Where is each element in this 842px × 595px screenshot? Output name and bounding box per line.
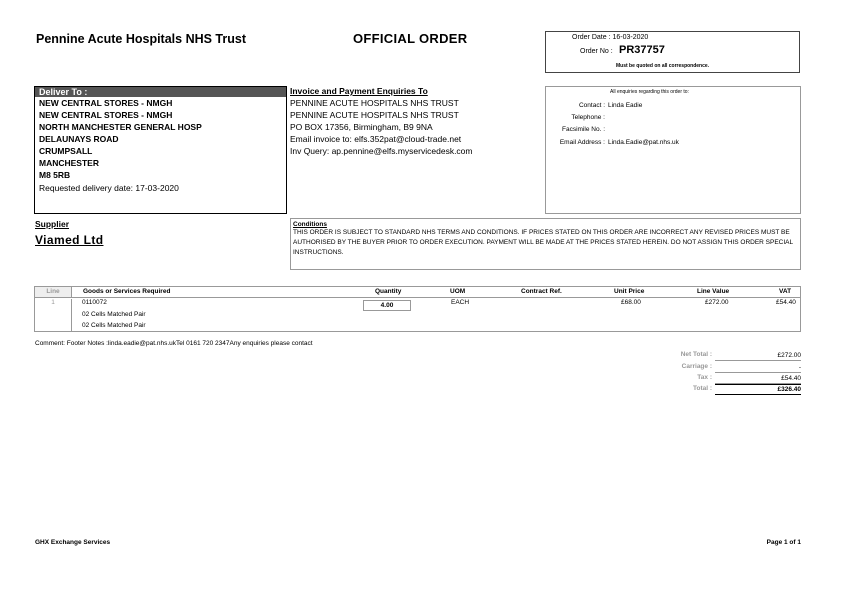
- col-header-contract: Contract Ref.: [521, 288, 562, 295]
- conditions-box: [290, 218, 801, 270]
- invoice-enquiries-block: [290, 86, 545, 214]
- col-header-line-value: Line Value: [697, 288, 730, 295]
- row-vat: £54.40: [776, 299, 796, 306]
- conditions-text: THIS ORDER IS SUBJECT TO STANDARD NHS TERMS AND CONDITIONS. IF PRICES STATED ON THIS ORDER ARE INCORRECT ANY REVISED PRICES MUST BE AUTHORISED BY THE BUYER PRIOR TO ORDER EXECUTION. PAYMENT WILL BE MADE AT THE PRICES STATED HEREIN. DO NOT ASSIGN THIS ORDER SPECIAL INSTRUCTIONS.: [293, 229, 793, 256]
- telephone-label: Telephone :: [571, 114, 605, 121]
- order-number-note: Must be quoted on all correspondence.: [616, 63, 710, 69]
- order-lines-table: [34, 286, 801, 332]
- deliver-address-line: MANCHESTER: [39, 158, 99, 168]
- deliver-address-line: CRUMPSALL: [39, 146, 93, 156]
- invoice-query-email[interactable]: Inv Query: ap.pennine@elfs.myservicedesk.com: [290, 146, 473, 156]
- deliver-address-line: NEW CENTRAL STORES - NMGH: [39, 110, 173, 120]
- order-date-row: [572, 34, 648, 41]
- supplier-label: Supplier: [35, 219, 70, 229]
- total-value: £326.40: [715, 384, 801, 395]
- invoice-email[interactable]: Email invoice to: elfs.352pat@cloud-trade.net: [290, 134, 462, 144]
- order-info-box: [545, 31, 800, 73]
- contact-value: Linda Eadie: [608, 102, 643, 109]
- order-number-label: Order No :: [580, 48, 613, 55]
- email-label: Email Address :: [559, 139, 605, 146]
- deliver-address-line: NEW CENTRAL STORES - NMGH: [39, 98, 173, 108]
- col-header-line: Line: [35, 287, 72, 298]
- invoice-heading: Invoice and Payment Enquiries To: [290, 86, 428, 96]
- contact-label: Contact :: [578, 102, 605, 109]
- row-item-code: 0110072: [82, 299, 107, 306]
- deliver-address-line: DELAUNAYS ROAD: [39, 134, 119, 144]
- total-label: Total :: [692, 385, 712, 392]
- page-number: Page 1 of 1: [766, 539, 801, 546]
- net-total-value: £272.00: [715, 351, 801, 361]
- row-unit-price: £68.00: [621, 299, 641, 306]
- col-header-uom: UOM: [450, 288, 466, 295]
- deliver-address-line: M8 5RB: [39, 170, 71, 180]
- deliver-address: [35, 97, 286, 181]
- invoice-line: PENNINE ACUTE HOSPITALS NHS TRUST: [290, 98, 459, 108]
- deliver-to-box: [34, 86, 287, 214]
- row-quantity: 4.00: [363, 300, 411, 311]
- row-item-description: 02 Cells Matched Pair: [82, 311, 146, 318]
- order-number-value: PR37757: [619, 44, 665, 56]
- supplier-name: Viamed Ltd: [35, 233, 104, 247]
- fax-label: Facsimile No. :: [562, 126, 605, 133]
- carriage-value: -: [715, 363, 801, 373]
- tax-label: Tax :: [697, 374, 712, 381]
- col-header-vat: VAT: [779, 288, 792, 295]
- row-line-number: 1: [35, 299, 72, 331]
- deliver-address-line: NORTH MANCHESTER GENERAL HOSP: [39, 122, 202, 132]
- col-header-goods: Goods or Services Required: [83, 288, 171, 295]
- row-uom: EACH: [451, 299, 470, 306]
- order-date-label: Order Date :: [572, 34, 611, 41]
- row-line-value: £272.00: [705, 299, 729, 306]
- footer-comment: Comment: Footer Notes :linda.eadie@pat.nhs.ukTel 0161 720 2347Any enquiries please contact: [35, 340, 313, 347]
- carriage-label: Carriage :: [681, 363, 712, 370]
- footer-service-name: GHX Exchange Services: [35, 539, 111, 546]
- net-total-label: Net Total :: [680, 351, 712, 358]
- conditions-heading: Conditions: [293, 221, 327, 228]
- tax-value: £54.40: [715, 374, 801, 384]
- col-header-quantity: Quantity: [375, 288, 402, 295]
- contact-note: All enquiries regarding this order to:: [610, 89, 689, 95]
- table-row: [35, 297, 800, 331]
- requested-delivery-date: Requested delivery date: 17-03-2020: [39, 183, 179, 193]
- invoice-line: PO BOX 17356, Birmingham, B9 9NA: [290, 122, 433, 132]
- document-title: OFFICIAL ORDER: [353, 31, 468, 46]
- deliver-to-heading: Deliver To :: [35, 87, 286, 97]
- email-value[interactable]: Linda.Eadie@pat.nhs.uk: [608, 139, 679, 146]
- invoice-line: PENNINE ACUTE HOSPITALS NHS TRUST: [290, 110, 459, 120]
- row-item-description: 02 Cells Matched Pair: [82, 322, 146, 329]
- organisation-name: Pennine Acute Hospitals NHS Trust: [36, 32, 246, 46]
- col-header-unit-price: Unit Price: [614, 288, 645, 295]
- order-date-value: 16-03-2020: [612, 34, 649, 41]
- contact-box: [545, 86, 801, 214]
